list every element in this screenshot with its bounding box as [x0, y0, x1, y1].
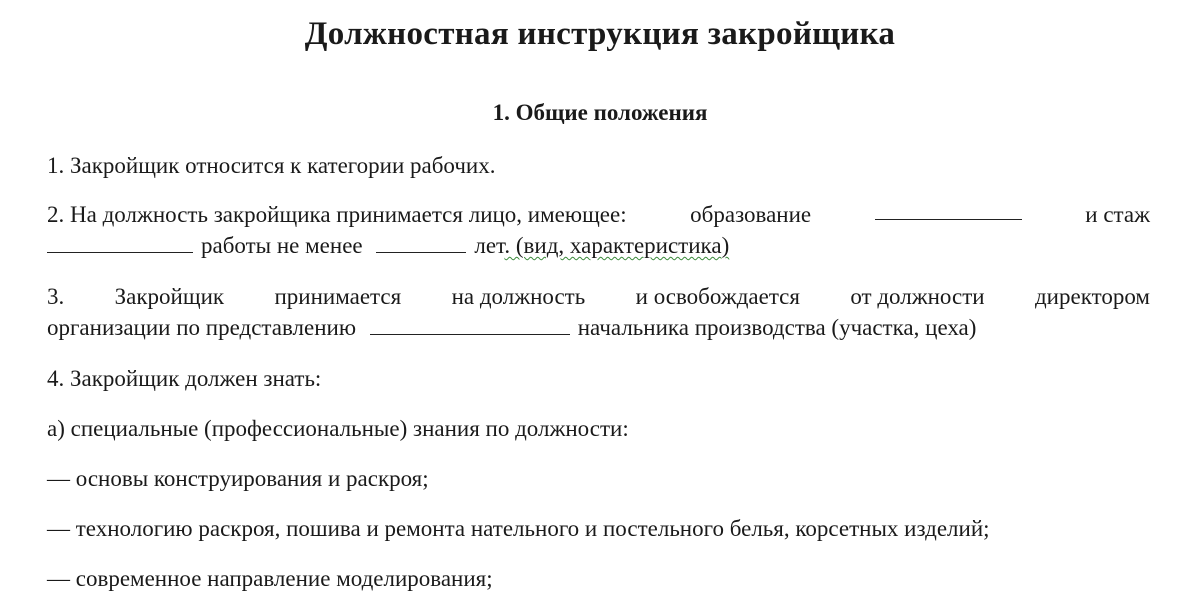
paragraph-3-word: директором	[1034, 284, 1150, 309]
blank-representation	[370, 314, 570, 335]
paragraph-2-text-a: 2. На должность закройщика принимается лицо, имеющее:	[47, 202, 627, 227]
list-item: — современное направление моделирования;	[47, 566, 493, 591]
paragraph-1: 1. Закройщик относится к категории рабочих.	[47, 153, 496, 178]
paragraph-3-line-1	[47, 281, 1150, 312]
paragraph-3-line-2	[47, 312, 1150, 343]
paragraph-5: а) специальные (профессиональные) знания по должности:	[47, 416, 629, 441]
blank-experience-type	[47, 232, 193, 253]
paragraph-2-text-d: работы не менее	[201, 233, 363, 258]
paragraph-3-text-b: начальника производства (участка, цеха)	[577, 315, 977, 340]
blank-education	[875, 199, 1022, 220]
document-title: Должностная инструкция закройщика	[304, 16, 896, 52]
paragraph-3	[47, 281, 1150, 343]
list-item: — технологию раскроя, пошива и ремонта нательного и постельного белья, корсетных изделий;	[47, 516, 990, 541]
paragraph-2-text-c: и стаж	[1085, 202, 1150, 227]
blank-years	[376, 232, 466, 253]
paragraph-3-word: Закройщик	[114, 284, 225, 309]
paragraph-2-text-f: . (вид, характеристика)	[504, 233, 730, 258]
paragraph-3-word: и освобождается	[635, 284, 800, 309]
paragraph-3-word: на должность	[451, 284, 586, 309]
paragraph-4: 4. Закройщик должен знать:	[47, 366, 322, 391]
section-heading: 1. Общие положения	[492, 100, 708, 125]
paragraph-2	[47, 199, 1150, 261]
paragraph-2-line-1	[47, 199, 1150, 230]
paragraph-2-text-b: образование	[690, 202, 812, 227]
paragraph-3-text-a: организации по представлению	[47, 315, 356, 340]
paragraph-2-line-2	[47, 230, 1150, 261]
list-item: — основы конструирования и раскроя;	[47, 466, 429, 491]
paragraph-2-text-e: лет	[474, 233, 505, 258]
paragraph-3-word: 3.	[47, 284, 65, 309]
paragraph-3-word: от должности	[850, 284, 985, 309]
paragraph-3-word: принимается	[274, 284, 402, 309]
